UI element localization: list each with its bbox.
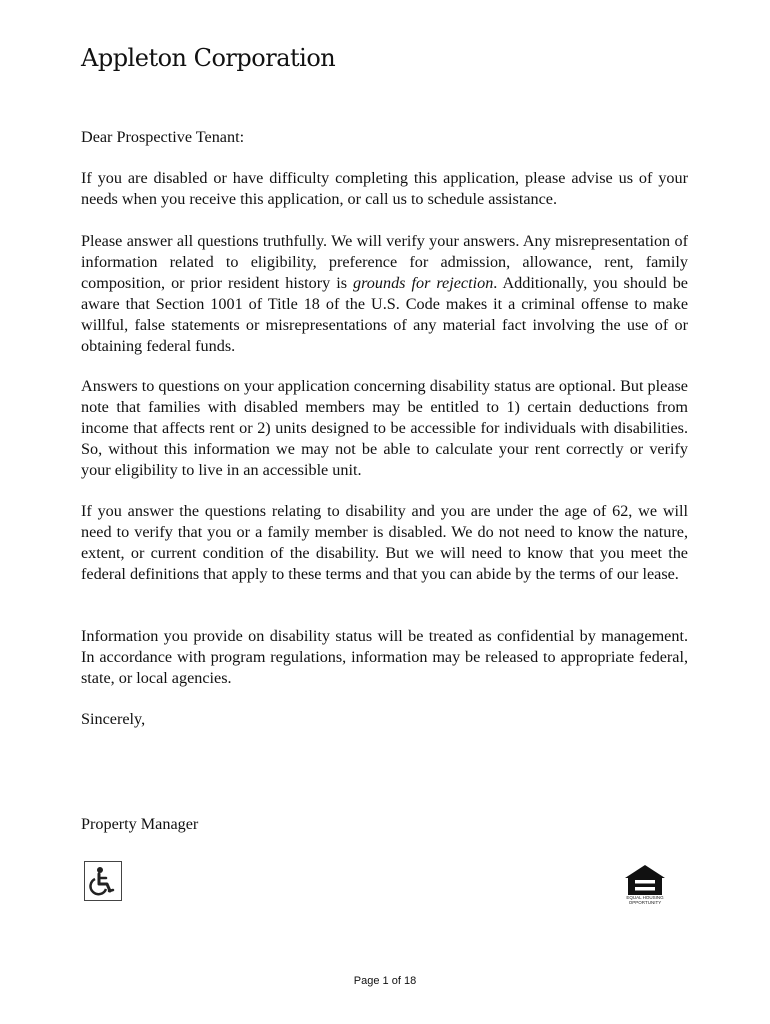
equal-housing-label — [622, 895, 668, 905]
grounds-for-rejection-emphasis: grounds for rejection — [353, 274, 494, 292]
page-number: Page 1 of 18 — [353, 975, 417, 987]
signer-title: Property Manager — [81, 815, 199, 833]
paragraph-disability-optional: Answers to questions on your application concerning disability status are optional. But please note that families with disabled members may be entitled to 1) certain deductions from income that affects rent or 2) units designed to be accessible for individuals with disabilities. So, without this information we may not be able to calculate your rent correctly or verify your eligibility to live in an accessible unit. — [81, 377, 688, 479]
paragraph-disability-verification: If you answer the questions relating to disability and you are under the age of 62, we will need to verify that you or a family member is disabled. We do not need to know the nature, extent, or current condition of the disability. But we will need to know that you meet the federal definitions that apply to these terms and that you can abide by the terms of our lease. — [81, 502, 688, 583]
paragraph-confidentiality: Information you provide on disability status will be treated as confidential by management. In accordance with program regulations, information may be released to appropriate federal, state, or local agencies. — [81, 627, 688, 687]
equal-housing-label-line-2: OPPORTUNITY — [628, 900, 662, 905]
wheelchair-icon-graphic — [85, 862, 120, 899]
paragraph-accessibility-notice: If you are disabled or have difficulty completing this application, please advise us of your needs when you receive this application, or call us to schedule assistance. — [81, 169, 688, 208]
equal-housing-label-line-1: EQUAL HOUSING — [626, 895, 664, 900]
salutation: Dear Prospective Tenant: — [81, 128, 245, 146]
closing: Sincerely, — [81, 710, 146, 728]
wheelchair-icon — [84, 861, 122, 901]
paragraph-truthfulness-text-b: . Additionally, you should be aware that Section 1001 of Title 18 of the U.S. Code makes it a criminal offense to make willful, false statements or misrepresentations of any material fact involving the use of or obtaining federal funds. — [81, 274, 688, 355]
company-name: Appleton Corporation — [81, 44, 336, 72]
paragraph-truthfulness-text-a: Please answer all questions truthfully. We will verify your answers. Any misrepresentation of information related to eligibility, preference for admission, allowance, rent, family composition, or prior resident history is — [81, 232, 688, 292]
paragraph-truthfulness — [81, 231, 688, 357]
